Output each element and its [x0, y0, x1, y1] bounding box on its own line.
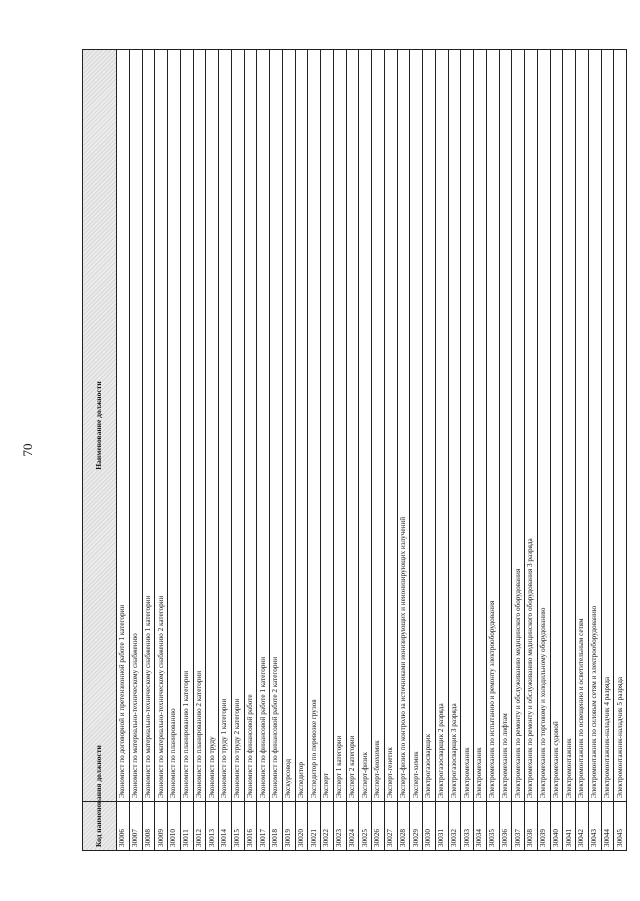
position-name-cell: Электромеханик судовой: [550, 50, 563, 802]
position-code-cell: 30017: [257, 802, 270, 851]
table-row: [537, 50, 550, 851]
position-code-cell: 30016: [244, 802, 257, 851]
position-code-cell: 30035: [486, 802, 499, 851]
position-name-cell: Экспедитор: [295, 50, 308, 802]
table-row: [601, 50, 614, 851]
table-row: [321, 50, 334, 851]
table-row: [129, 50, 142, 851]
position-code-cell: 30041: [563, 802, 576, 851]
position-name-cell: Экспедитор по перевозке грузов: [308, 50, 321, 802]
position-code-cell: 30006: [117, 802, 130, 851]
position-code-cell: 30015: [231, 802, 244, 851]
page-number: 70: [20, 443, 35, 457]
position-name-cell: Экономист по финансовой работе 1 категории: [257, 50, 270, 802]
position-name-cell: Экономист по труду 1 категории: [219, 50, 232, 802]
position-name-cell: Экономист по труду 2 категории: [231, 50, 244, 802]
position-code-cell: 30033: [461, 802, 474, 851]
position-name-cell: Эксперт: [321, 50, 334, 802]
position-code-cell: 30038: [525, 802, 538, 851]
positions-table: [82, 49, 627, 851]
table-row: [308, 50, 321, 851]
position-name-cell: Экскурсовод: [282, 50, 295, 802]
column-header-code: [83, 802, 117, 851]
table-row: [461, 50, 474, 851]
position-code-cell: 30039: [537, 802, 550, 851]
position-name-cell: Электромонтажник по силовым сетям и электрооборудованию: [588, 50, 601, 802]
position-name-cell: Электрогазосварщик: [423, 50, 436, 802]
position-name-cell: Эксперт-физик по контролю за источниками ионизирующих и неионизирующих излучений: [397, 50, 410, 802]
position-code-cell: 30026: [372, 802, 385, 851]
position-code-cell: 30018: [270, 802, 283, 851]
table-row: [257, 50, 270, 851]
position-name-cell: Эксперт 2 категории: [346, 50, 359, 802]
position-code-cell: 30030: [423, 802, 436, 851]
position-name-cell: Эксперт 1 категории: [333, 50, 346, 802]
position-code-cell: 30022: [321, 802, 334, 851]
position-name-cell: Электромеханик: [474, 50, 487, 802]
position-name-cell: Электрогазосварщик 3 разряда: [448, 50, 461, 802]
table-body: [117, 50, 627, 851]
position-name-cell: Экономист по материально-техническому снабжению 2 категории: [155, 50, 168, 802]
position-name-cell: Экономист по планированию 2 категории: [193, 50, 206, 802]
position-name-cell: Экономист по финансовой работе 2 категории: [270, 50, 283, 802]
table-row: [282, 50, 295, 851]
position-name-cell: Экономист по планированию: [168, 50, 181, 802]
position-name-cell: Электромонтажник по освещению и осветительным сетям: [576, 50, 589, 802]
table-row: [435, 50, 448, 851]
position-name-cell: Электромеханик: [461, 50, 474, 802]
position-code-cell: 30032: [448, 802, 461, 851]
position-code-cell: 30020: [295, 802, 308, 851]
position-code-cell: 30025: [359, 802, 372, 851]
position-code-cell: 30013: [206, 802, 219, 851]
table-row: [295, 50, 308, 851]
position-name-cell: Электромонтажник: [563, 50, 576, 802]
position-code-cell: 30011: [180, 802, 193, 851]
position-code-cell: 30021: [308, 802, 321, 851]
position-name-cell: Электромонтажник-наладчик 5 разряда: [614, 50, 627, 802]
position-name-cell: Эксперт-химик: [410, 50, 423, 802]
table-row: [193, 50, 206, 851]
table-row: [614, 50, 627, 851]
position-name-cell: Эксперт-физик: [359, 50, 372, 802]
position-code-cell: 30027: [384, 802, 397, 851]
table-row: [563, 50, 576, 851]
table-row: [206, 50, 219, 851]
table-row: [117, 50, 130, 851]
position-name-cell: Электромеханик по лифтам: [499, 50, 512, 802]
table-row: [231, 50, 244, 851]
position-code-cell: 30024: [346, 802, 359, 851]
table-row: [448, 50, 461, 851]
position-code-cell: 30036: [499, 802, 512, 851]
table-row: [423, 50, 436, 851]
position-code-cell: 30037: [512, 802, 525, 851]
position-code-cell: 30007: [129, 802, 142, 851]
table-row: [384, 50, 397, 851]
table-row: [372, 50, 385, 851]
position-name-cell: Экономист по материально-техническому снабжению 1 категории: [142, 50, 155, 802]
position-code-cell: 30023: [333, 802, 346, 851]
position-name-cell: Электромеханик по ремонту и обслуживанию медицинского оборудования: [512, 50, 525, 802]
table-row: [346, 50, 359, 851]
table-row: [588, 50, 601, 851]
position-name-cell: Электромеханик по торговому и холодильному оборудованию: [537, 50, 550, 802]
position-code-cell: 30012: [193, 802, 206, 851]
table-row: [168, 50, 181, 851]
position-name-cell: Электромеханик по испытанию и ремонту электрооборудования: [486, 50, 499, 802]
position-code-cell: 30045: [614, 802, 627, 851]
table-row: [142, 50, 155, 851]
table-row: [486, 50, 499, 851]
table-row: [410, 50, 423, 851]
position-code-cell: 30031: [435, 802, 448, 851]
table-row: [359, 50, 372, 851]
position-code-cell: 30029: [410, 802, 423, 851]
position-name-cell: Экономист по договорной и претензионной работе 1 категории: [117, 50, 130, 802]
table-row: [155, 50, 168, 851]
position-code-cell: 30034: [474, 802, 487, 851]
position-code-cell: 30042: [576, 802, 589, 851]
position-code-cell: 30008: [142, 802, 155, 851]
table-row: [397, 50, 410, 851]
position-name-cell: Экономист по финансовой работе: [244, 50, 257, 802]
position-code-cell: 30028: [397, 802, 410, 851]
position-name-cell: Электрогазосварщик 2 разряда: [435, 50, 448, 802]
position-name-cell: Эксперт-генетик: [384, 50, 397, 802]
table-row: [512, 50, 525, 851]
table-header-row: [83, 50, 117, 851]
table-row: [244, 50, 257, 851]
position-name-cell: Эксперт-биохимик: [372, 50, 385, 802]
position-name-cell: Экономист по материально-техническому снабжению: [129, 50, 142, 802]
position-name-cell: Экономист по труду: [206, 50, 219, 802]
table-row: [550, 50, 563, 851]
table-row: [270, 50, 283, 851]
table-row: [499, 50, 512, 851]
position-name-cell: Электромеханик по ремонту и обслуживанию медицинского оборудования 3 разряда: [525, 50, 538, 802]
position-code-cell: 30044: [601, 802, 614, 851]
table-row: [525, 50, 538, 851]
position-code-cell: 30014: [219, 802, 232, 851]
rotated-page-content: [82, 50, 624, 851]
position-code-cell: 30040: [550, 802, 563, 851]
position-code-cell: 30043: [588, 802, 601, 851]
table-row: [333, 50, 346, 851]
position-name-cell: Экономист по планированию 1 категории: [180, 50, 193, 802]
position-code-cell: 30019: [282, 802, 295, 851]
table-row: [219, 50, 232, 851]
table-row: [474, 50, 487, 851]
position-code-cell: 30009: [155, 802, 168, 851]
position-code-cell: 30010: [168, 802, 181, 851]
column-header-name: Наименование должности: [83, 50, 117, 802]
table-row: [576, 50, 589, 851]
table-row: [180, 50, 193, 851]
position-name-cell: Электромонтажник-наладчик 4 разряда: [601, 50, 614, 802]
